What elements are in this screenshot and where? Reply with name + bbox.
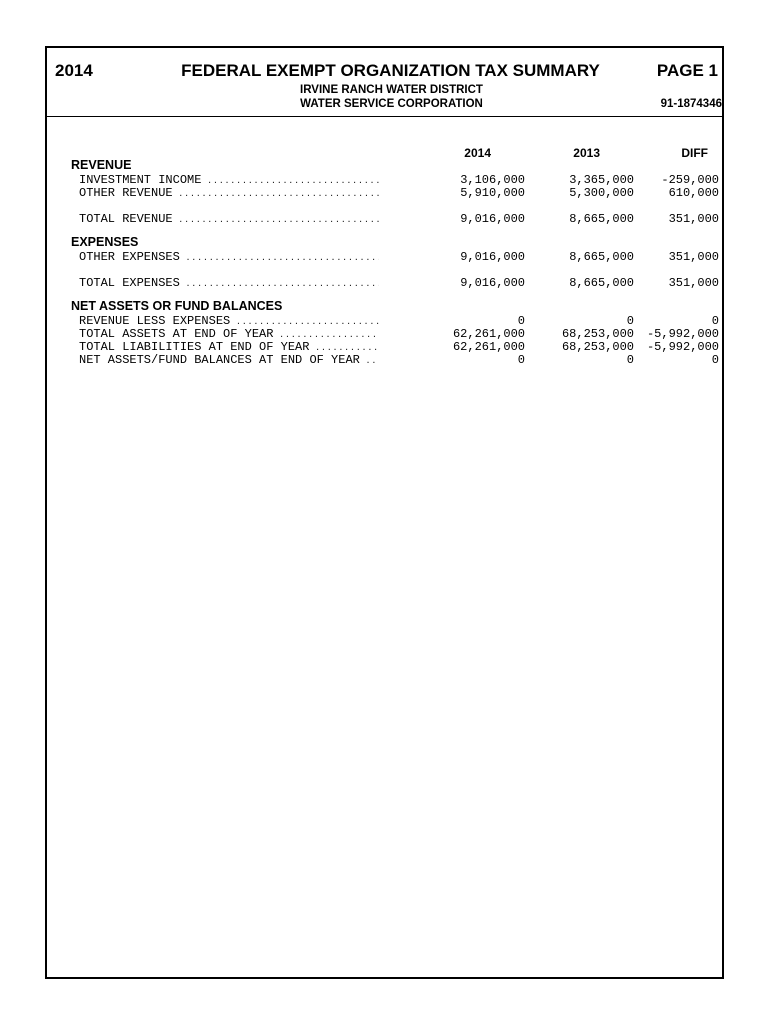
value-2013: 0	[626, 353, 634, 367]
section-heading-expenses: EXPENSES	[71, 235, 139, 249]
value-2013: 0	[626, 314, 634, 328]
value-diff: 0	[711, 314, 719, 328]
column-header-2013: 2013	[573, 146, 600, 160]
table-row-total	[79, 276, 719, 289]
table-row	[79, 314, 719, 327]
value-2014: 0	[517, 353, 525, 367]
value-2013: 68,253,000	[561, 327, 634, 341]
table-row	[79, 327, 719, 340]
value-2014: 9,016,000	[460, 212, 525, 226]
value-diff: 610,000	[668, 186, 719, 200]
row-label: TOTAL EXPENSES .....	[79, 276, 379, 290]
row-label: REVENUE LESS EXPENSES .....	[79, 314, 379, 328]
value-2014: 3,106,000	[460, 173, 525, 187]
value-2013: 8,665,000	[569, 250, 634, 264]
value-2013: 5,300,000	[569, 186, 634, 200]
value-diff: 351,000	[668, 276, 719, 290]
page-number: PAGE 1	[656, 61, 718, 80]
header-divider	[47, 116, 722, 117]
row-label: INVESTMENT INCOME .....	[79, 173, 379, 187]
column-header-diff: DIFF	[681, 146, 708, 160]
row-label: NET ASSETS/FUND BALANCES AT END OF YEAR .....	[79, 353, 379, 367]
row-label: OTHER REVENUE .....	[79, 186, 379, 200]
table-row	[79, 340, 719, 353]
page-title: FEDERAL EXEMPT ORGANIZATION TAX SUMMARY	[181, 61, 600, 80]
header-year: 2014	[55, 61, 93, 80]
value-2014: 9,016,000	[460, 276, 525, 290]
section-heading-net-assets: NET ASSETS OR FUND BALANCES	[71, 299, 283, 313]
value-diff: 0	[711, 353, 719, 367]
table-row	[79, 173, 719, 186]
tax-summary-page	[45, 46, 724, 979]
value-2014: 9,016,000	[460, 250, 525, 264]
value-2014: 5,910,000	[460, 186, 525, 200]
value-2014: 0	[517, 314, 525, 328]
value-diff: -5,992,000	[646, 340, 719, 354]
column-header-2014: 2014	[464, 146, 491, 160]
value-2013: 68,253,000	[561, 340, 634, 354]
table-row	[79, 186, 719, 199]
ein-number: 91-1874346	[660, 98, 722, 110]
row-label: TOTAL REVENUE .....	[79, 212, 379, 226]
row-label: TOTAL ASSETS AT END OF YEAR .....	[79, 327, 379, 341]
value-2013: 3,365,000	[569, 173, 634, 187]
section-heading-revenue: REVENUE	[71, 158, 132, 172]
table-row-total	[79, 212, 719, 225]
table-row	[79, 250, 719, 263]
row-label: TOTAL LIABILITIES AT END OF YEAR .....	[79, 340, 379, 354]
organization-name: IRVINE RANCH WATER DISTRICT	[300, 84, 483, 96]
value-diff: 351,000	[668, 212, 719, 226]
organization-subname: WATER SERVICE CORPORATION	[300, 98, 483, 110]
value-2014: 62,261,000	[452, 340, 525, 354]
value-diff: -259,000	[661, 173, 719, 187]
value-diff: 351,000	[668, 250, 719, 264]
value-2013: 8,665,000	[569, 212, 634, 226]
value-2013: 8,665,000	[569, 276, 634, 290]
value-diff: -5,992,000	[646, 327, 719, 341]
table-row	[79, 353, 719, 366]
row-label: OTHER EXPENSES .....	[79, 250, 379, 264]
value-2014: 62,261,000	[452, 327, 525, 341]
